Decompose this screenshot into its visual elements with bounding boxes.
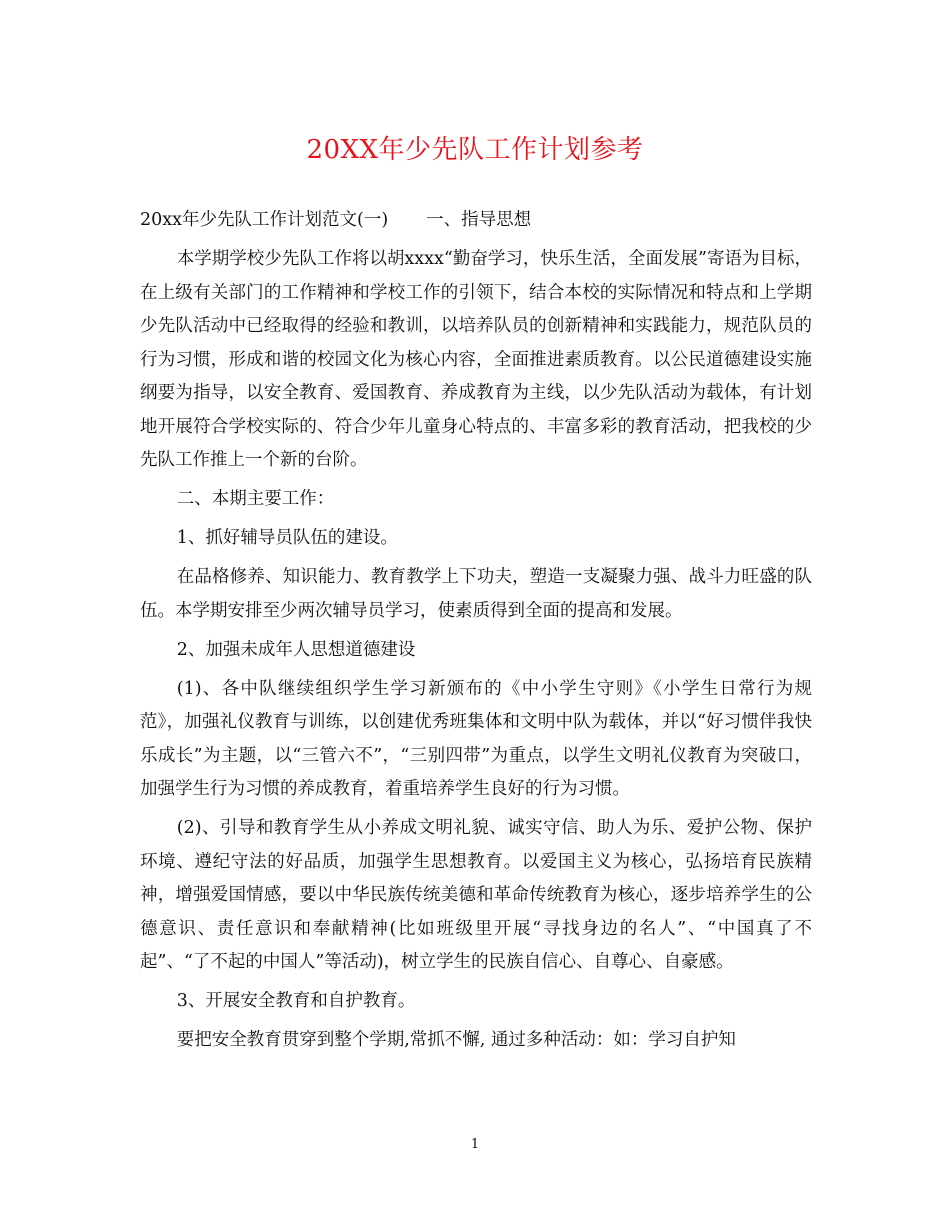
document-body [140, 204, 812, 1063]
section-heading-main-work: 二、本期主要工作： [176, 489, 335, 509]
paragraph-item-2-2: (2)、引导和教育学生从小养成文明礼貌、诚实守信、助人为乐、爱护公物、保护环境、遵纪守法的好品质，加强学生思想教育。以爱国主义为核心，弘扬培育民族精神，增强爱国情感，要以中华民族传统美德和革命传统教育为核心，逐步培养学生的公德意识、责任意识和奉献精神(比如班级里开展“寻找身边的名人”、“中国真了不起”、“了不起的中国人”等活动)，树立学生的民族自信心、自尊心、自豪感。 [140, 818, 812, 972]
item-heading-3: 3、开展安全教育和自护教育。 [176, 991, 416, 1011]
paragraph-item-3: 要把安全教育贯穿到整个学期,常抓不懈, 通过多种活动：如：学习自护知 [176, 1030, 736, 1050]
item-heading-1: 1、抓好辅导员队伍的建设。 [176, 528, 398, 548]
document-title: 20XX年少先队工作计划参考 [306, 135, 644, 165]
paragraph-item-2-1: (1)、各中队继续组织学生学习新颁布的《中小学生守则》《小学生日常行为规范》，加强礼仪教育与训练，以创建优秀班集体和文明中队为载体，并以“好习惯伴我快乐成长”为主题，以“三管六不”，“三别四带”为重点，以学生文明礼仪教育为突破口，加强学生行为习惯的养成教育，着重培养学生良好的行为习惯。 [140, 678, 812, 799]
document-subtitle: 20xx年少先队工作计划范文(一) [140, 210, 389, 230]
subtitle-line [140, 204, 812, 238]
paragraph-item-1: 在品格修养、知识能力、教育教学上下功夫，塑造一支凝聚力强、战斗力旺盛的队伍。本学期安排至少两次辅导员学习，使素质得到全面的提高和发展。 [140, 567, 812, 621]
item-heading-2: 2、加强未成年人思想道德建设 [176, 639, 416, 660]
section-heading-guiding-ideology: 一、指导思想 [426, 210, 532, 230]
paragraph-guiding-ideology: 本学期学校少先队工作将以胡xxxx“勤奋学习，快乐生活，全面发展”寄语为目标，在上级有关部门的工作精神和学校工作的引领下，结合本校的实际情况和特点和上学期少先队活动中已经取得的经验和教训，以培养队员的创新精神和实践能力，规范队员的行为习惯，形成和谐的校园文化为核心内容，全面推进素质教育。以公民道德建设实施纲要为指导，以安全教育、爱国教育、养成教育为主线，以少先队活动为载体，有计划地开展符合学校实际的、符合少年儿童身心特点的、丰富多彩的教育活动，把我校的少先队工作推上一个新的台阶。 [140, 249, 812, 470]
page-number: 1 [470, 1137, 480, 1152]
